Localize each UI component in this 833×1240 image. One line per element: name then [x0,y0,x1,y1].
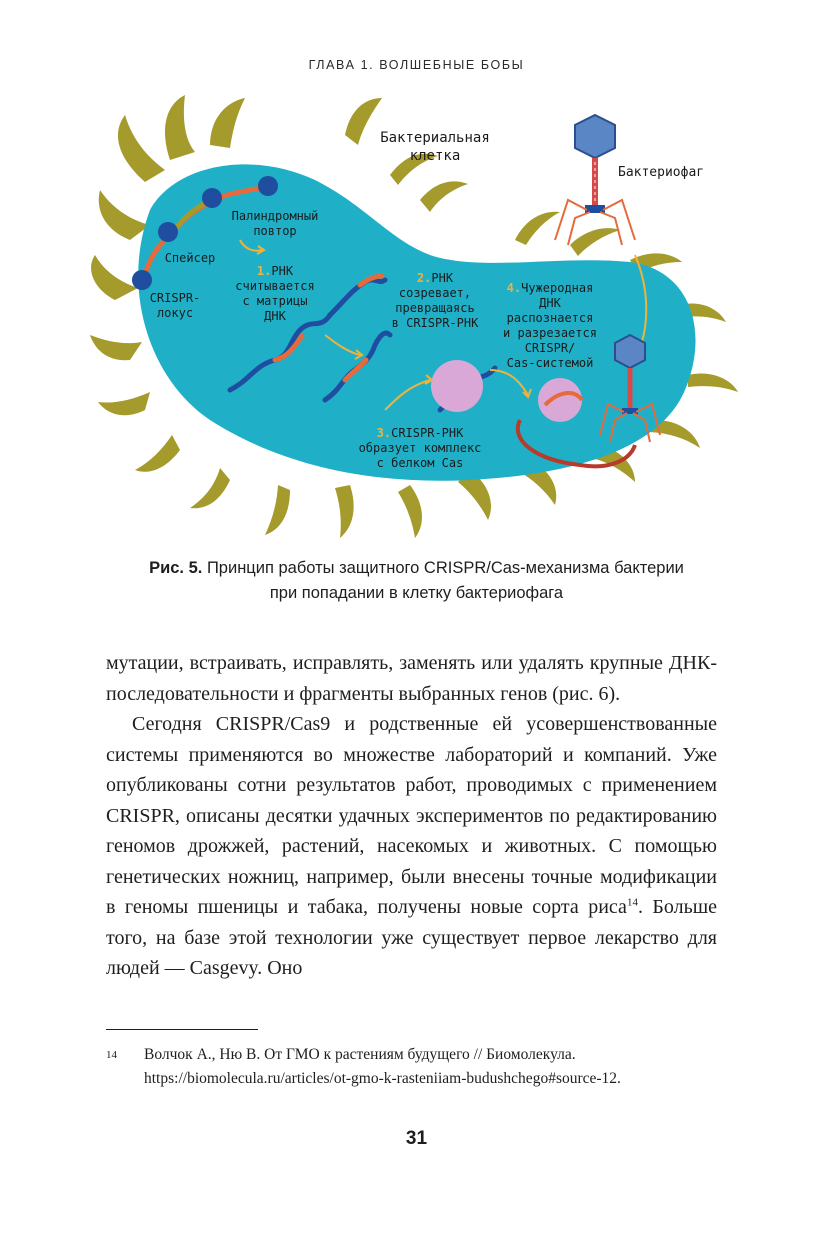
footnote-number: 14 [106,1049,117,1061]
step2-line1 [417,271,454,285]
step4-line1 [507,281,594,295]
step4-line4: и разрезается [503,326,597,340]
palindrome-label-1: Палиндромный [231,209,319,223]
palindrome-label-2: повтор [253,224,297,238]
figure-caption [60,556,773,606]
step4-line6: Cas-системой [506,356,594,370]
footnote [106,1043,717,1091]
crispr-illustration [90,90,740,552]
step3-line2: образует комплекс [358,441,482,455]
footnote-ref[interactable]: 14 [626,896,638,909]
step3-number: 3. [376,426,392,440]
paragraph-2-part-b: . Больше того, на базе этой технологии уже существует первое лекарство для людей — Casgevy. Оно [106,896,717,979]
step2-line2: созревает, [398,286,472,300]
bacteriophage-outside [555,115,635,245]
cell-title-2: клетка [409,148,461,164]
phage-label: Бактериофаг [618,165,705,180]
caption-line2: при попадании в клетку бактериофага [269,584,564,602]
crispr-locus-label-1: CRISPR- [149,291,201,305]
step1-line4: ДНК [264,309,286,323]
crispr-figure [90,90,740,552]
step1-line2: считывается [235,279,315,293]
step2-line4: в CRISPR-РНК [391,316,479,330]
step3-text-1: CRISPR-РНК [391,426,464,440]
footnote-divider [106,1029,258,1030]
cell-title-1: Бактериальная [380,130,490,146]
paragraph-1: мутации, встраивать, исправлять, заменять или удалять крупные ДНК-последовательности и фрагменты выбранных генов (рис. 6). [106,652,717,705]
crispr-locus-label-2: локус [156,306,194,320]
step1-text-1: РНК [271,264,294,278]
cas-protein [431,360,483,412]
step1-line3: с матрицы [242,294,308,308]
step4-line3: распознается [506,311,594,325]
footnote-text: Волчок А., Ню В. От ГМО к растениям будущего // Биомолекула. https://biomolecula.ru/articles/ot-gmo-k-rasteniiam-budushchego#source-12. [144,1046,621,1087]
step1-line1 [257,264,294,278]
step1-number: 1. [256,264,272,278]
step2-number: 2. [416,271,432,285]
cas-protein-target [538,378,582,422]
paragraph-2-part-a: Сегодня CRISPR/Cas9 и родственные ей усовершенствованные системы применяются во множестве лабораторий и компаний. Уже опубликованы сотни результатов работ, проводимых с применением CRISPR, описаны десятки удачных экспериментов по редактированию геномов дрожжей, растений, насекомых и животных. С помощью генетических ножниц, например, были внесены точные модификации в геномы пшеницы и табака, получены новые сорта риса [106,713,717,918]
step3-line3: с белком Cas [376,456,464,470]
spacer-label: Спейсер [164,251,216,265]
step2-text-1: РНК [431,271,454,285]
body-text [106,648,717,984]
step2-line3: превращаясь [395,301,475,315]
step4-line2: ДНК [539,296,561,310]
caption-line1: Принцип работы защитного CRISPR/Cas-механизма бактерии [202,559,684,577]
step4-line5: CRISPR/ [524,341,576,355]
page-number: 31 [405,1128,428,1149]
running-header: ГЛАВА 1. ВОЛШЕБНЫЕ БОБЫ [308,58,525,72]
paragraph-2 [106,709,717,984]
step3-line1 [377,426,464,440]
step4-text-1: Чужеродная [521,281,594,295]
caption-prefix: Рис. 5. [149,559,203,577]
step4-number: 4. [506,281,522,295]
